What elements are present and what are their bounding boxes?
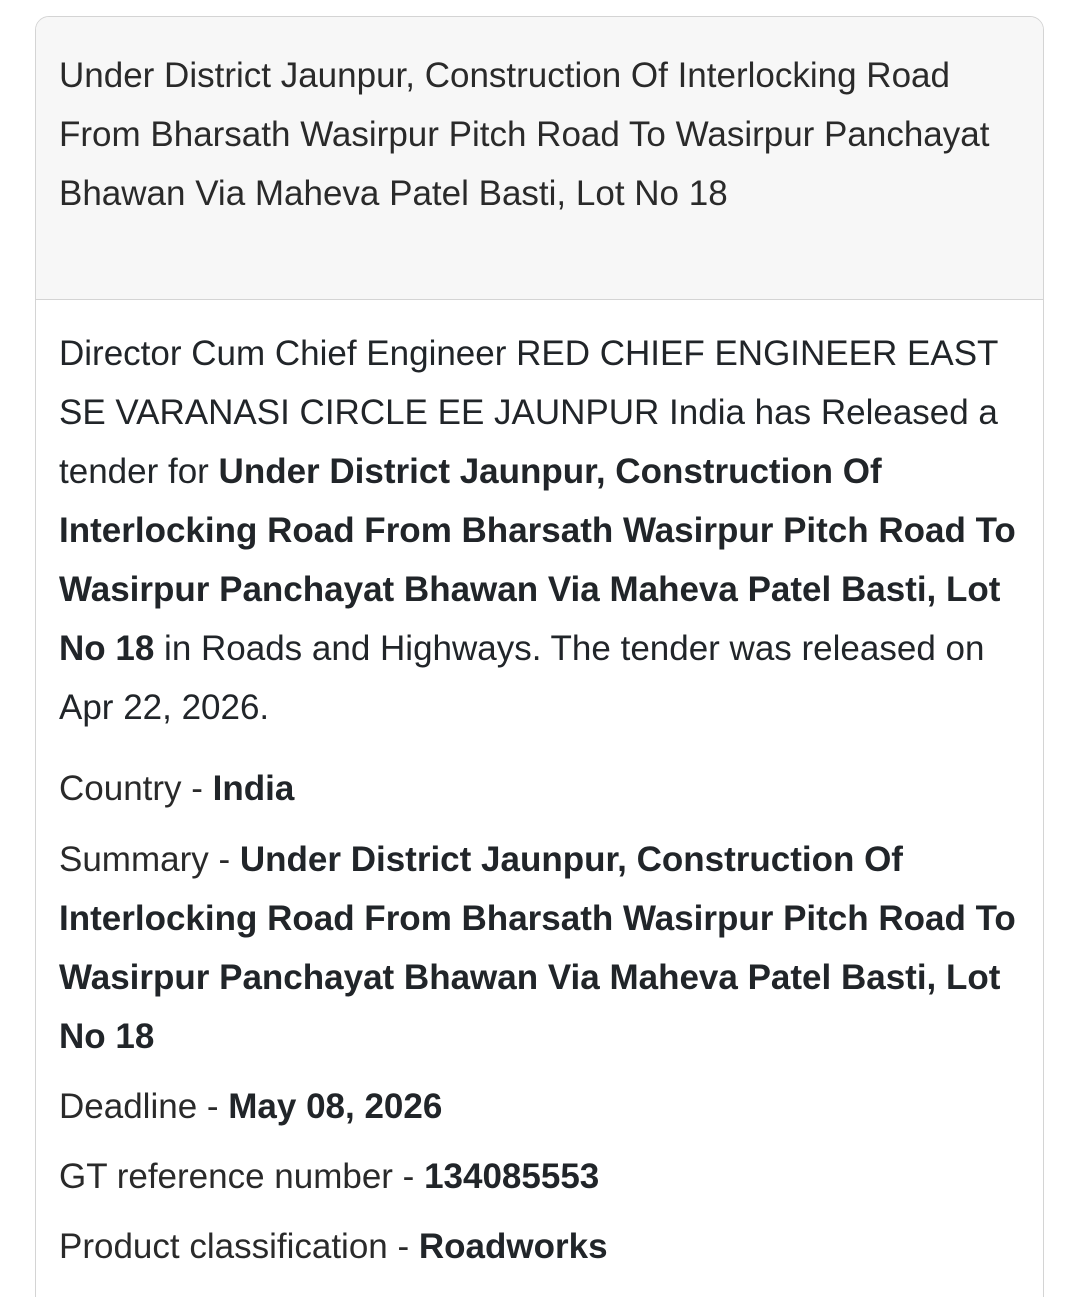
summary-field: [59, 830, 1019, 1066]
country-value: India: [212, 769, 295, 808]
product-classification-label: Product classification -: [59, 1227, 419, 1266]
deadline-value: May 08, 2026: [228, 1087, 443, 1126]
gt-reference-label: GT reference number -: [59, 1157, 425, 1196]
tender-title: Under District Jaunpur, Construction Of Interlocking Road From Bharsath Wasirpur Pitch Road To Wasirpur Panchayat Bhawan Via Maheva Patel Basti, Lot No 18: [36, 17, 1043, 300]
summary-label: Summary -: [59, 840, 240, 879]
deadline-field: [59, 1077, 1019, 1136]
gt-reference-field: [59, 1147, 1019, 1206]
country-label: Country -: [59, 769, 213, 808]
gt-reference-value: 134085553: [424, 1157, 600, 1196]
description-highlight: Under District Jaunpur, Construction Of Interlocking Road From Bharsath Wasirpur Pitch Road To Wasirpur Panchayat Bhawan Via Maheva Patel Basti, Lot No 18: [59, 452, 1016, 668]
tender-details: [36, 300, 1043, 1276]
tender-description: [59, 324, 1019, 737]
product-classification-field: [59, 1217, 1019, 1276]
summary-value: Under District Jaunpur, Construction Of Interlocking Road From Bharsath Wasirpur Pitch Road To Wasirpur Panchayat Bhawan Via Maheva Patel Basti, Lot No 18: [59, 840, 1016, 1056]
product-classification-value: Roadworks: [418, 1227, 608, 1266]
country-field: [59, 759, 1019, 818]
description-outro: in Roads and Highways. The tender was released on Apr 22, 2026.: [59, 629, 985, 727]
description-intro: Director Cum Chief Engineer RED CHIEF ENGINEER EAST SE VARANASI CIRCLE EE JAUNPUR India has Released a tender for: [59, 334, 998, 491]
tender-card: [35, 16, 1044, 1297]
deadline-label: Deadline -: [59, 1087, 229, 1126]
